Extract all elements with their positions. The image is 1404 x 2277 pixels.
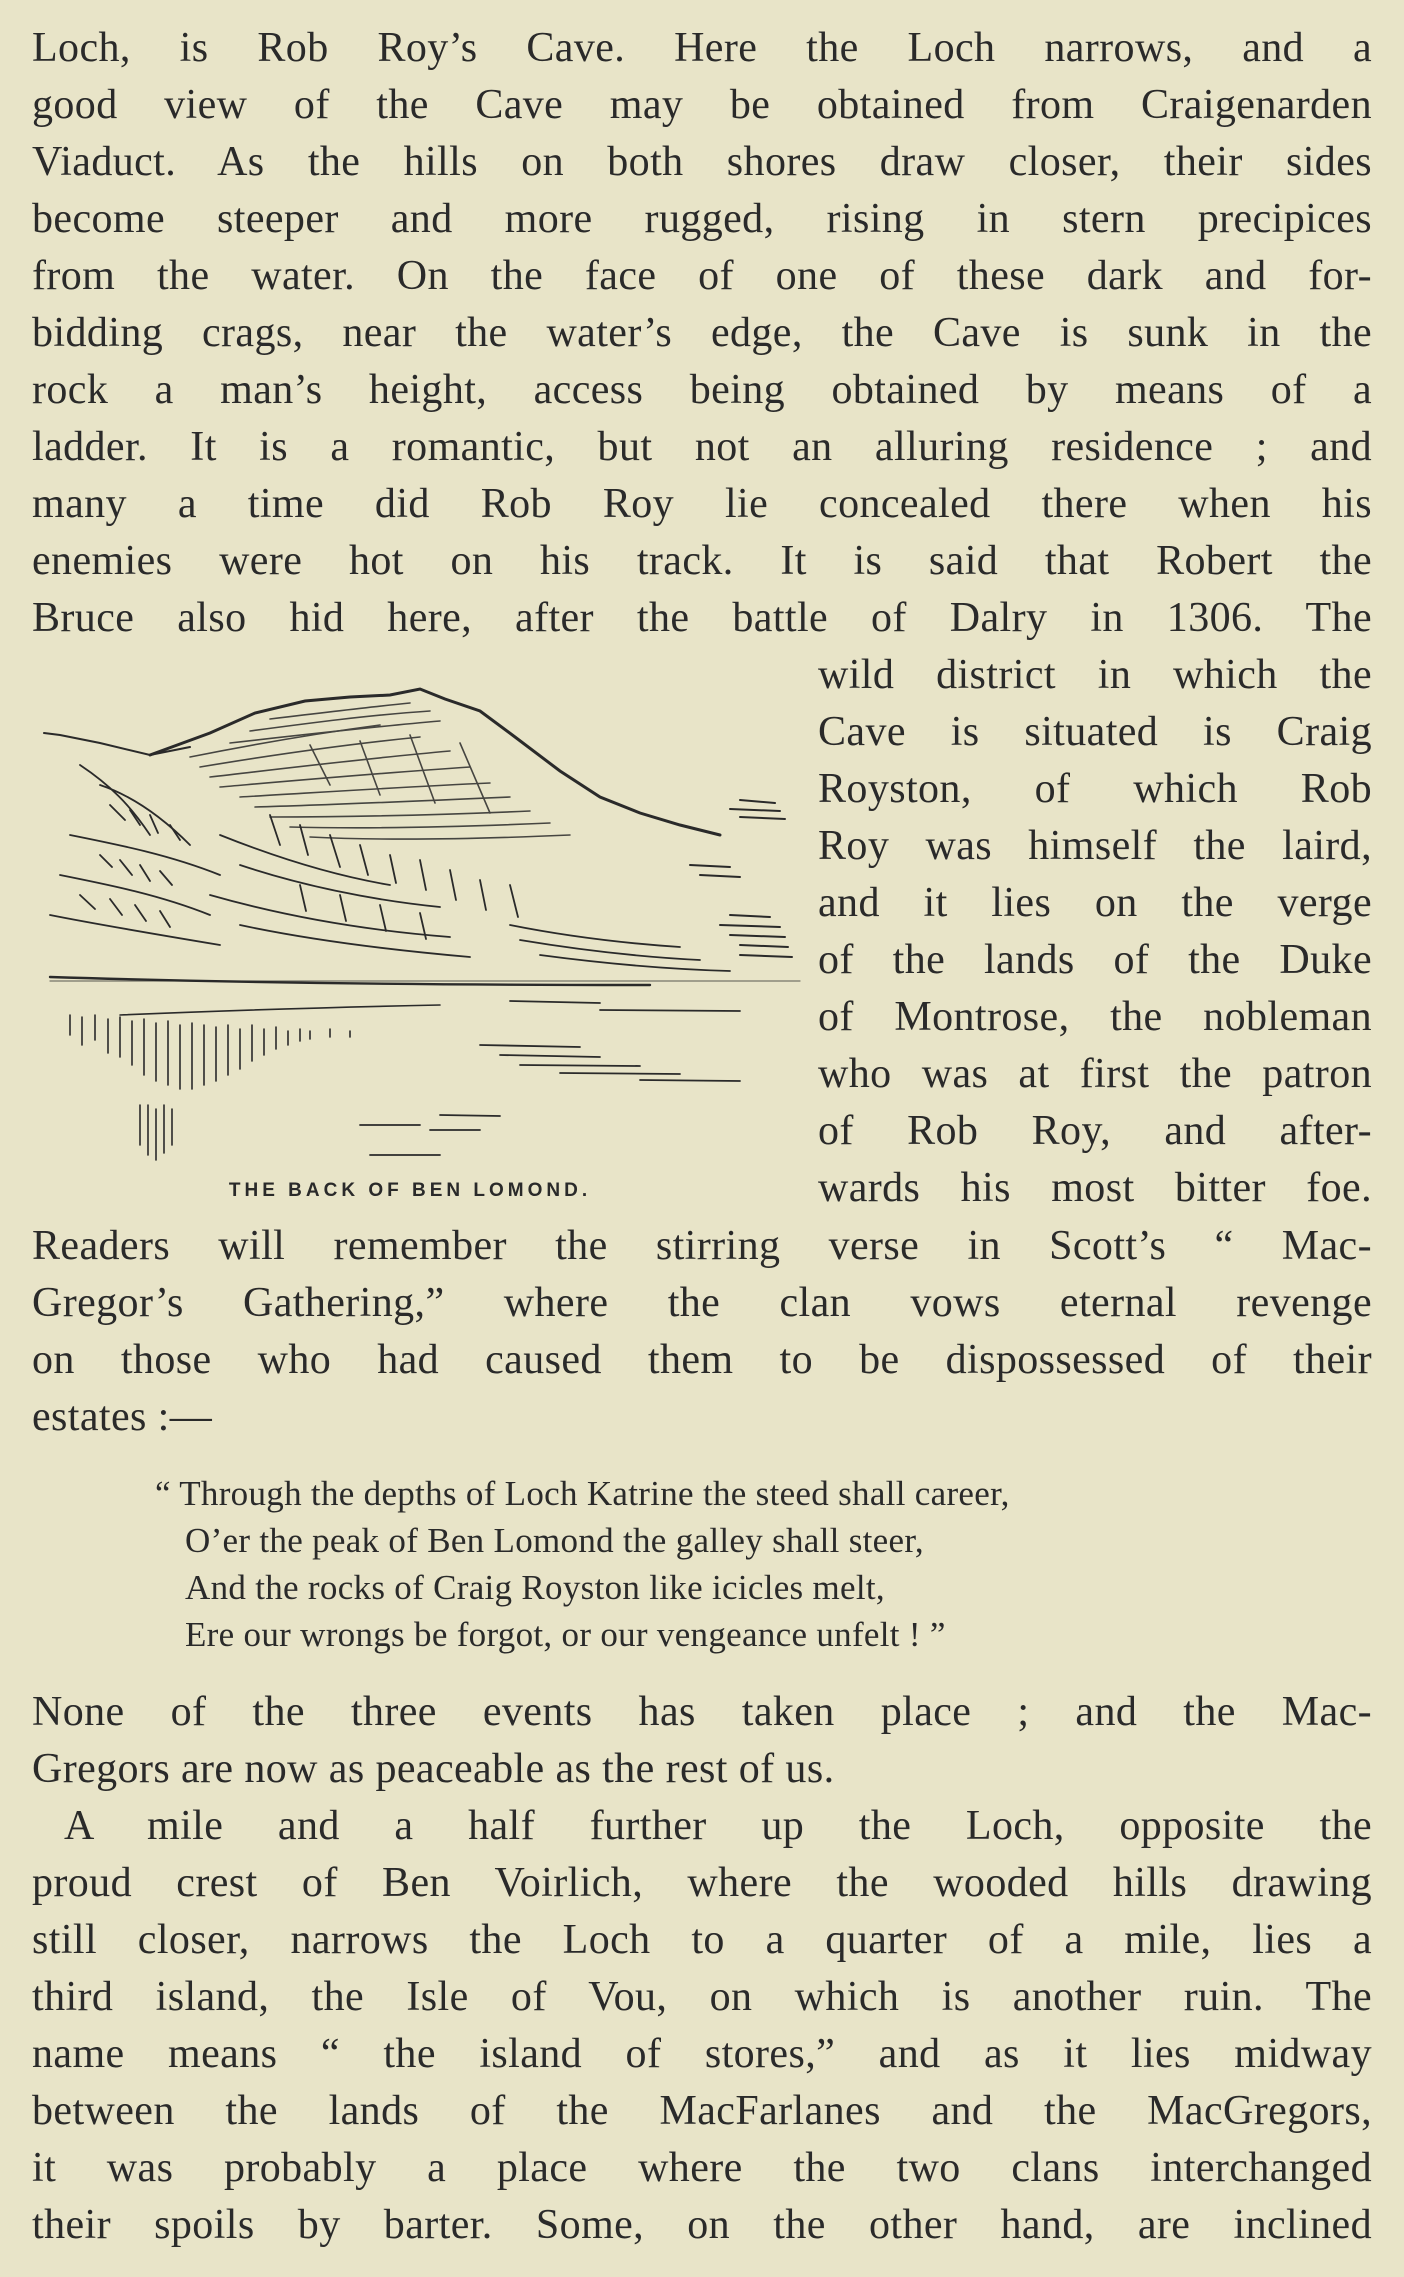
body-text-line: None of the three events has taken place ; and the Mac- xyxy=(32,1689,1372,1735)
mountain-engraving xyxy=(40,685,810,1185)
body-text-line: good view of the Cave may be obtained from Craigenarden xyxy=(32,82,1372,128)
body-text-line: third island, the Isle of Vou, on which is another ruin. The xyxy=(32,1974,1372,2020)
body-text-line: bidding crags, near the water’s edge, the Cave is sunk in the xyxy=(32,310,1372,356)
body-text-line: Gregors are now as peaceable as the rest of us. xyxy=(32,1746,835,1792)
body-text-line: Cave is situated is Craig xyxy=(818,709,1372,755)
body-text-line: name means “ the island of stores,” and as it lies midway xyxy=(32,2031,1372,2077)
body-text-line: ladder. It is a romantic, but not an alluring residence ; and xyxy=(32,424,1372,470)
body-text-line: estates :— xyxy=(32,1394,213,1440)
verse-line: O’er the peak of Ben Lomond the galley shall steer, xyxy=(185,1521,924,1560)
body-text-line: Royston, of which Rob xyxy=(818,766,1372,812)
body-text-line: Gregor’s Gathering,” where the clan vows eternal revenge xyxy=(32,1280,1372,1326)
body-text-line: of Rob Roy, and after- xyxy=(818,1108,1372,1154)
verse-line: And the rocks of Craig Royston like icicles melt, xyxy=(185,1568,885,1607)
body-text-line: A mile and a half further up the Loch, opposite the xyxy=(64,1803,1372,1849)
body-text-line: and it lies on the verge xyxy=(818,880,1372,926)
body-text-line: from the water. On the face of one of these dark and for- xyxy=(32,253,1372,299)
body-text-line: become steeper and more rugged, rising in stern precipices xyxy=(32,196,1372,242)
ben-lomond-illustration xyxy=(40,685,810,1185)
body-text-line: Readers will remember the stirring verse in Scott’s “ Mac- xyxy=(32,1223,1372,1269)
body-text-line: enemies were hot on his track. It is said that Robert the xyxy=(32,538,1372,584)
verse-line: “ Through the depths of Loch Katrine the steed shall career, xyxy=(155,1474,1010,1513)
body-text-line: many a time did Rob Roy lie concealed there when his xyxy=(32,481,1372,527)
body-text-line: wild district in which the xyxy=(818,652,1372,698)
verse-line: Ere our wrongs be forgot, or our vengeance unfelt ! ” xyxy=(185,1615,946,1654)
body-text-line: Loch, is Rob Roy’s Cave. Here the Loch narrows, and a xyxy=(32,25,1372,71)
body-text-line: proud crest of Ben Voirlich, where the wooded hills drawing xyxy=(32,1860,1372,1906)
body-text-line: Bruce also hid here, after the battle of Dalry in 1306. The xyxy=(32,595,1372,641)
body-text-line: Roy was himself the laird, xyxy=(818,823,1372,869)
body-text-line: of Montrose, the nobleman xyxy=(818,994,1372,1040)
body-text-line: rock a man’s height, access being obtained by means of a xyxy=(32,367,1372,413)
illustration-caption: THE BACK OF BEN LOMOND. xyxy=(228,1180,592,1201)
body-text-line: who was at first the patron xyxy=(818,1051,1372,1097)
body-text-line: their spoils by barter. Some, on the other hand, are inclined xyxy=(32,2202,1372,2248)
body-text-line: between the lands of the MacFarlanes and the MacGregors, xyxy=(32,2088,1372,2134)
body-text-line: it was probably a place where the two clans interchanged xyxy=(32,2145,1372,2191)
body-text-line: still closer, narrows the Loch to a quarter of a mile, lies a xyxy=(32,1917,1372,1963)
body-text-line: of the lands of the Duke xyxy=(818,937,1372,983)
body-text-line: Viaduct. As the hills on both shores draw closer, their sides xyxy=(32,139,1372,185)
body-text-line: wards his most bitter foe. xyxy=(818,1165,1372,1211)
body-text-line: on those who had caused them to be dispossessed of their xyxy=(32,1337,1372,1383)
